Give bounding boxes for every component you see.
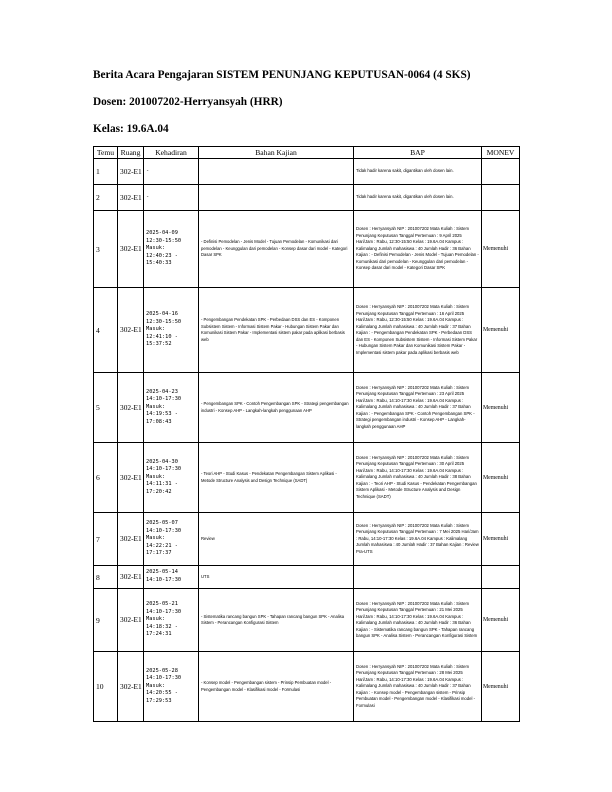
cell-monev: Memenuhi <box>482 373 520 443</box>
cell-bap: Tidak hadir karena sakit, digantikan oleh dosen lain. <box>354 159 482 185</box>
column-header-bap: BAP <box>354 147 482 159</box>
cell-temu: 5 <box>94 373 118 443</box>
cell-bap: Dosen : Herryansyah NIP : 201007202 Mata Kuliah : Sistem Penunjang Keputusan Tanggal Pertemuan : 30 April 2025 Hari/Jam : Rabu, 14:10-17:30 Kelas : 19.6A.04 Kampus : Kalimalang Jumlah mahasiswa : 40 Jumlah Hadir : 38 Bahan Kajian : - Teori AHP - Studi Kasus - Pendekatan Pengembangan Sistem Aplikasi - Metode Structure Analysis and Design Technique (SADT) <box>354 443 482 513</box>
cell-temu: 9 <box>94 589 118 652</box>
cell-monev: Memenuhi <box>482 288 520 373</box>
cell-temu: 8 <box>94 566 118 589</box>
cell-bap: Dosen : Herryansyah NIP : 201007202 Mata Kuliah : Sistem Penunjang Keputusan Tanggal Pertemuan : 16 April 2025 Hari/Jam : Rabu, 12:30-15:50 Kelas : 19.6A.04 Kampus : Kalimalang Jumlah mahasiswa : 40 Jumlah Hadir : 37 Bahan Kajian : - Pengembangan Pendekatan SPK - Perbedaan DSS dan ES - Komponen Subsistem Sistem - Informasi Sistem Pakar - Hubungan Sistem Pakar dan Komunikasi Sistem Pakar - Implementasi sistem pakar pada aplikasi berbasis web <box>354 288 482 373</box>
cell-monev: Memenuhi <box>482 513 520 566</box>
cell-monev <box>482 185 520 211</box>
cell-bahan-kajian: - Definisi Pemodelan - Jenis Model - Tujuan Pemodelan - Komunikasi dari pemodelan - Keunggulan dari pemodelan - Konsep dasar dari model - Kategori Dasar SPK <box>199 211 354 288</box>
cell-temu: 4 <box>94 288 118 373</box>
cell-monev: Memenuhi <box>482 589 520 652</box>
cell-bahan-kajian: UTS <box>199 566 354 589</box>
cell-temu: 7 <box>94 513 118 566</box>
cell-monev: Memenuhi <box>482 443 520 513</box>
teaching-log-table <box>93 146 520 722</box>
cell-kehadiran: 2025-04-23 14:10-17:30 Masuk: 14:19:53 - 17:08:43 <box>144 373 199 443</box>
document-title: Berita Acara Pengajaran SISTEM PENUNJANG KEPUTUSAN-0064 (4 SKS) <box>93 69 471 81</box>
cell-kehadiran: 2025-05-07 14:10-17:30 Masuk: 14:22:21 - 17:17:37 <box>144 513 199 566</box>
table-row <box>94 159 520 185</box>
cell-ruang: 302-E1 <box>118 566 144 589</box>
cell-bahan-kajian: - Pengembangan SPK - Contoh Pengembangan SPK - Strategi pengembangan industri - Konsep AHP - Langkah-langkah penggunaan AHP <box>199 373 354 443</box>
cell-monev: Memenuhi <box>482 211 520 288</box>
cell-kehadiran: 2025-05-14 14:10-17:30 <box>144 566 199 589</box>
cell-kehadiran: 2025-05-21 14:10-17:30 Masuk: 14:18:32 - 17:24:31 <box>144 589 199 652</box>
cell-bap: Dosen : Herryansyah NIP : 201007202 Mata Kuliah : Sistem Penunjang Keputusan Tanggal Pertemuan : 9 April 2025 Hari/Jam : Rabu, 12:30-15:50 Kelas : 19.6A.04 Kampus : Kalimalang Jumlah mahasiswa : 40 Jumlah Hadir : 36 Bahan Kajian : - Definisi Pemodelan - Jenis Model - Tujuan Pemodelan - Komunikasi dari pemodelan - Keunggulan dari pemodelan - Konsep dasar dari model - Kategori Dasar SPK <box>354 211 482 288</box>
table-row <box>94 513 520 566</box>
table-row <box>94 652 520 722</box>
table-header-row <box>94 147 520 159</box>
cell-bahan-kajian: - Pengembangan Pendekatan SPK - Perbedaan DSS dan ES - Komponen Subsistem Sistem - Informasi Sistem Pakar - Hubungan Sistem Pakar dan Komunikasi Sistem Pakar - Implementasi sistem pakar pada aplikasi berbasis web <box>199 288 354 373</box>
cell-bahan-kajian <box>199 185 354 211</box>
cell-bahan-kajian: - Teori AHP - Studi Kasus - Pendekatan Pengembangan Sistem Aplikasi - Metode Structure Analysis and Design Technique (SADT) <box>199 443 354 513</box>
table-row <box>94 373 520 443</box>
cell-bahan-kajian: - Konsep model - Pengembangan sistem - Prinsip Pembuatan model - Pengembangan model - Klasifikasi model - Formulasi <box>199 652 354 722</box>
table-row <box>94 443 520 513</box>
cell-ruang: 302-E1 <box>118 373 144 443</box>
cell-kehadiran: - <box>144 159 199 185</box>
table-row <box>94 589 520 652</box>
cell-ruang: 302-E1 <box>118 211 144 288</box>
cell-kehadiran: 2025-04-16 12:30-15:50 Masuk: 12:41:10 - 15:37:52 <box>144 288 199 373</box>
cell-monev <box>482 566 520 589</box>
cell-bap <box>354 566 482 589</box>
cell-ruang: 302-E1 <box>118 589 144 652</box>
column-header-ruang: Ruang <box>118 147 144 159</box>
cell-ruang: 302-E1 <box>118 443 144 513</box>
table-row <box>94 288 520 373</box>
cell-ruang: 302-E1 <box>118 652 144 722</box>
lecturer-line: Dosen: 201007202-Herryansyah (HRR) <box>93 96 283 108</box>
column-header-monev: MONEV <box>482 147 520 159</box>
cell-temu: 1 <box>94 159 118 185</box>
table-row <box>94 566 520 589</box>
cell-bap: Dosen : Herryansyah NIP : 201007202 Mata Kuliah : Sistem Penunjang Keputusan Tanggal Pertemuan : 23 April 2025 Hari/Jam : Rabu, 14:10-17:30 Kelas : 19.6A.04 Kampus : Kalimalang Jumlah mahasiswa : 40 Jumlah Hadir : 37 Bahan Kajian : - Pengembangan SPK - Contoh Pengembangan SPK - Strategi pengembangan industri - Konsep AHP - Langkah-langkah penggunaan AHP <box>354 373 482 443</box>
class-line: Kelas: 19.6A.04 <box>93 123 169 135</box>
cell-kehadiran: 2025-04-09 12:30-15:50 Masuk: 12:40:23 - 15:40:33 <box>144 211 199 288</box>
cell-bap: Dosen : Herryansyah NIP : 201007202 Mata Kuliah : Sistem Penunjang Keputusan Tanggal Pertemuan : 7 Mei 2025 Hari/Jam : Rabu, 14:10-17:30 Kelas : 19.6A.04 Kampus : Kalimalang Jumlah mahasiswa : 40 Jumlah Hadir : 37 Bahan Kajian : Review Pra-UTS <box>354 513 482 566</box>
cell-kehadiran: 2025-05-28 14:10-17:30 Masuk: 14:20:55 - 17:29:53 <box>144 652 199 722</box>
column-header-kehadiran: Kehadiran <box>144 147 199 159</box>
cell-bahan-kajian: Review <box>199 513 354 566</box>
cell-bap: Dosen : Herryansyah NIP : 201007202 Mata Kuliah : Sistem Penunjang Keputusan Tanggal Pertemuan : 28 Mei 2025 Hari/Jam : Rabu, 14:10-17:30 Kelas : 19.6A.04 Kampus : Kalimalang Jumlah mahasiswa : 40 Jumlah Hadir : 37 Bahan Kajian : - Konsep model - Pengembangan sistem - Prinsip Pembuatan model - Pengembangan model - Klasifikasi model - Formulasi <box>354 652 482 722</box>
cell-ruang: 302-E1 <box>118 513 144 566</box>
cell-bap: Dosen : Herryansyah NIP : 201007202 Mata Kuliah : Sistem Penunjang Keputusan Tanggal Pertemuan : 21 Mei 2025 Hari/Jam : Rabu, 14:10-17:30 Kelas : 19.6A.04 Kampus : Kalimalang Jumlah mahasiswa : 40 Jumlah Hadir : 36 Bahan Kajian : - Sistematika rancang bangun SPK - Tahapan rancang bangun SPK - Analisa Sistem - Perancangan Konfigurasi Sistem <box>354 589 482 652</box>
column-header-temu: Temu <box>94 147 118 159</box>
cell-ruang: 302-E1 <box>118 159 144 185</box>
cell-ruang: 302-E1 <box>118 185 144 211</box>
cell-kehadiran: - <box>144 185 199 211</box>
cell-temu: 2 <box>94 185 118 211</box>
cell-bahan-kajian <box>199 159 354 185</box>
cell-ruang: 302-E1 <box>118 288 144 373</box>
table-row <box>94 211 520 288</box>
column-header-bahan-kajian: Bahan Kajian <box>199 147 354 159</box>
cell-temu: 10 <box>94 652 118 722</box>
table-row <box>94 185 520 211</box>
cell-bahan-kajian: - Sistematika rancang bangun SPK - Tahapan rancang bangun SPK - Analisa Sistem - Perancangan Konfigurasi Sistem <box>199 589 354 652</box>
cell-kehadiran: 2025-04-30 14:10-17:30 Masuk: 14:11:31 - 17:20:42 <box>144 443 199 513</box>
cell-monev <box>482 159 520 185</box>
cell-temu: 3 <box>94 211 118 288</box>
cell-temu: 6 <box>94 443 118 513</box>
cell-bap: Tidak hadir karena sakit, digantikan oleh dosen lain. <box>354 185 482 211</box>
cell-monev: Memenuhi <box>482 652 520 722</box>
